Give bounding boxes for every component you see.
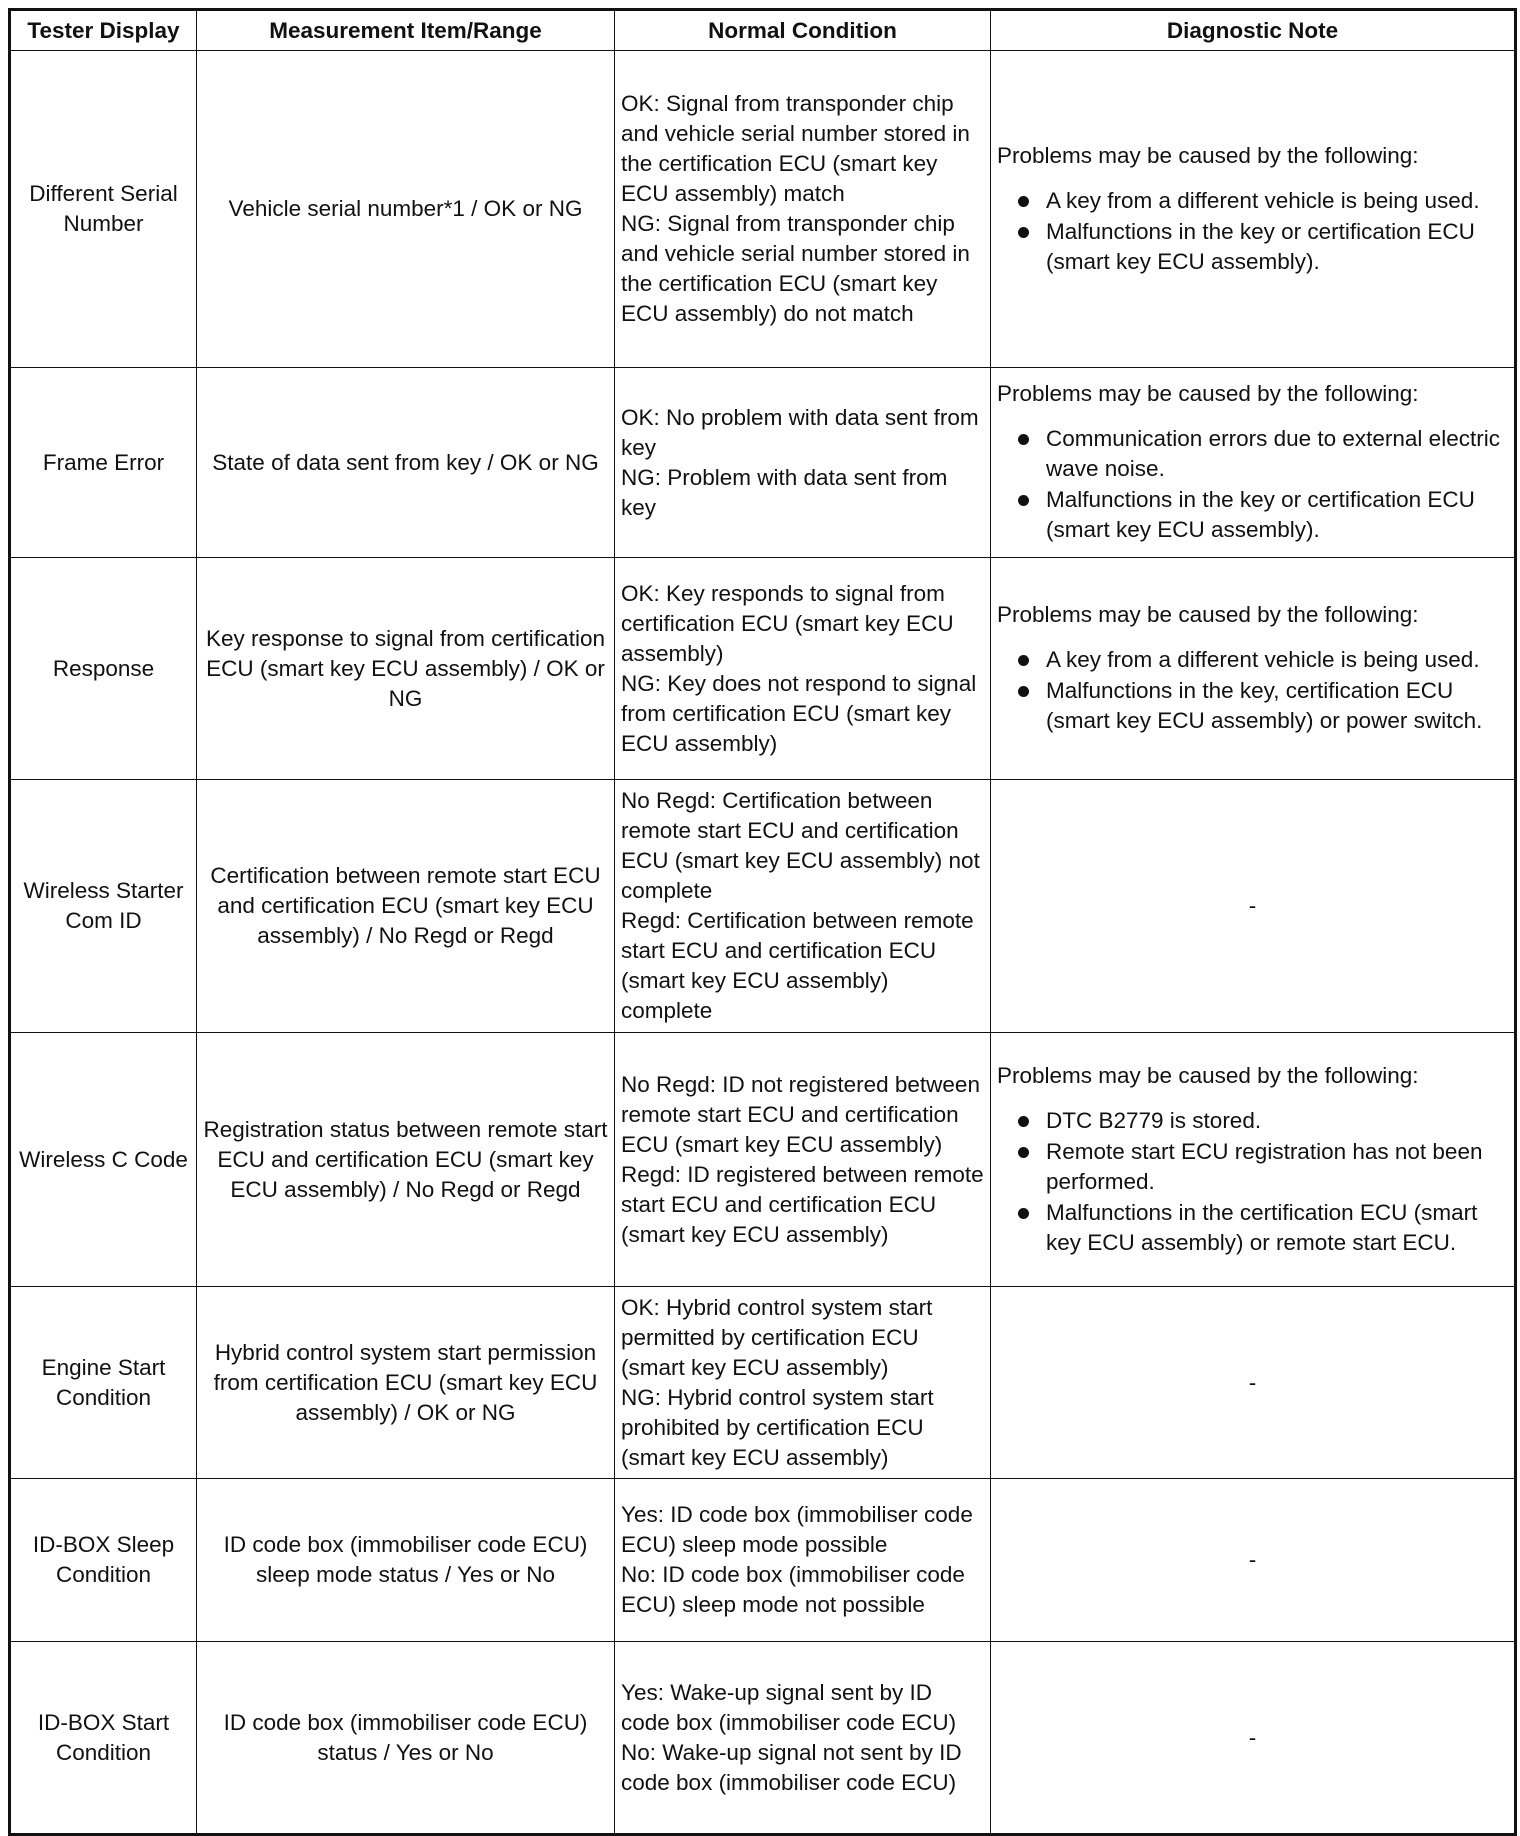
- data-list-table: [8, 8, 1517, 1836]
- diagnostic-note-cell: [991, 51, 1516, 368]
- note-bullet-item: A key from a different vehicle is being used.: [997, 186, 1508, 216]
- diagnostic-note-cell: -: [991, 1642, 1516, 1835]
- tester-display-cell: Response: [10, 558, 197, 780]
- normal-condition-cell: [615, 1642, 991, 1835]
- condition-line: No: ID code box (immobiliser code ECU) sleep mode not possible: [621, 1562, 965, 1617]
- condition-line: OK: No problem with data sent from key: [621, 404, 979, 460]
- measurement-cell: ID code box (immobiliser code ECU) sleep mode status / Yes or No: [197, 1479, 615, 1642]
- condition-line: NG: Signal from transponder chip and vehicle serial number stored in the certification ECU (smart key ECU assembly) do not match: [621, 211, 970, 326]
- measurement-cell: ID code box (immobiliser code ECU) status / Yes or No: [197, 1642, 615, 1835]
- normal-condition-cell: [615, 558, 991, 780]
- table-row: [10, 780, 1516, 1033]
- condition-line: Yes: Wake-up signal sent by ID code box (immobiliser code ECU): [621, 1679, 957, 1735]
- header-normal-condition: Normal Condition: [615, 10, 991, 51]
- note-bullet-item: Malfunctions in the key or certification ECU (smart key ECU assembly).: [997, 485, 1508, 545]
- note-bullet-item: Communication errors due to external electric wave noise.: [997, 424, 1508, 484]
- measurement-cell: Registration status between remote start ECU and certification ECU (smart key ECU assembly) / No Regd or Regd: [197, 1033, 615, 1287]
- normal-condition-text: [621, 579, 984, 759]
- measurement-cell: Hybrid control system start permission from certification ECU (smart key ECU assembly) / OK or NG: [197, 1287, 615, 1479]
- tester-display-cell: Frame Error: [10, 368, 197, 558]
- header-diagnostic-note: Diagnostic Note: [991, 10, 1516, 51]
- normal-condition-text: [621, 1500, 984, 1620]
- table-row: [10, 1033, 1516, 1287]
- table-row: [10, 1642, 1516, 1835]
- measurement-cell: Certification between remote start ECU and certification ECU (smart key ECU assembly) / No Regd or Regd: [197, 780, 615, 1033]
- measurement-cell: Vehicle serial number*1 / OK or NG: [197, 51, 615, 368]
- normal-condition-cell: [615, 1033, 991, 1287]
- note-lead-text: Problems may be caused by the following:: [997, 602, 1419, 627]
- condition-line: Regd: ID registered between remote start ECU and certification ECU (smart key ECU assembly): [621, 1161, 984, 1247]
- note-lead-text: Problems may be caused by the following:: [997, 1062, 1419, 1088]
- table-row: [10, 1287, 1516, 1479]
- normal-condition-text: [621, 1293, 984, 1473]
- diagnostic-note-cell: -: [991, 780, 1516, 1033]
- note-bullet-item: Malfunctions in the key or certification ECU (smart key ECU assembly).: [997, 217, 1508, 277]
- normal-condition-cell: [615, 1479, 991, 1642]
- tester-display-cell: ID-BOX Start Condition: [10, 1642, 197, 1835]
- normal-condition-cell: [615, 51, 991, 368]
- condition-line: Yes: ID code box (immobiliser code ECU) sleep mode possible: [621, 1502, 973, 1557]
- header-tester-display: Tester Display: [10, 10, 197, 51]
- document-page: [8, 8, 1514, 1836]
- note-bullet-list: [997, 645, 1508, 736]
- diagnostic-note-cell: [991, 558, 1516, 780]
- condition-line: No: Wake-up signal not sent by ID code box (immobiliser code ECU): [621, 1739, 962, 1795]
- condition-line: NG: Problem with data sent from key: [621, 464, 948, 520]
- table-row: [10, 1479, 1516, 1642]
- condition-line: OK: Signal from transponder chip and vehicle serial number stored in the certification ECU (smart key ECU assembly) match: [621, 91, 970, 206]
- diagnostic-note-cell: [991, 1033, 1516, 1287]
- diagnostic-note-cell: [991, 368, 1516, 558]
- table-row: [10, 368, 1516, 558]
- condition-line: No Regd: ID not registered between remote start ECU and certification ECU (smart key ECU assembly): [621, 1071, 980, 1157]
- normal-condition-text: [621, 89, 984, 329]
- normal-condition-cell: [615, 1287, 991, 1479]
- normal-condition-cell: [615, 368, 991, 558]
- table-row: [10, 51, 1516, 368]
- condition-line: NG: Key does not respond to signal from certification ECU (smart key ECU assembly): [621, 670, 977, 756]
- table-row: [10, 558, 1516, 780]
- normal-condition-text: [621, 1678, 984, 1798]
- note-bullet-item: Malfunctions in the certification ECU (smart key ECU assembly) or remote start ECU.: [997, 1198, 1508, 1258]
- measurement-cell: State of data sent from key / OK or NG: [197, 368, 615, 558]
- header-measurement-item: Measurement Item/Range: [197, 10, 615, 51]
- note-bullet-list: [997, 424, 1508, 545]
- diagnostic-note-cell: -: [991, 1479, 1516, 1642]
- note-lead-text: Problems may be caused by the following:: [997, 142, 1419, 168]
- note-bullet-list: [997, 1106, 1508, 1258]
- tester-display-cell: ID-BOX Sleep Condition: [10, 1479, 197, 1642]
- note-bullet-item: DTC B2779 is stored.: [997, 1106, 1508, 1136]
- normal-condition-cell: [615, 780, 991, 1033]
- note-bullet-item: Malfunctions in the key, certification ECU (smart key ECU assembly) or power switch.: [997, 676, 1508, 736]
- normal-condition-text: [621, 786, 984, 1026]
- note-bullet-list: [997, 186, 1508, 277]
- condition-line: Regd: Certification between remote start ECU and certification ECU (smart key ECU assembly) complete: [621, 908, 974, 1023]
- note-bullet-item: A key from a different vehicle is being used.: [997, 645, 1508, 675]
- condition-line: NG: Hybrid control system start prohibited by certification ECU (smart key ECU assembly): [621, 1384, 934, 1470]
- tester-display-cell: Wireless Starter Com ID: [10, 780, 197, 1033]
- tester-display-cell: Wireless C Code: [10, 1033, 197, 1287]
- diagnostic-note-cell: -: [991, 1287, 1516, 1479]
- note-bullet-item: Remote start ECU registration has not been performed.: [997, 1137, 1508, 1197]
- condition-line: OK: Key responds to signal from certification ECU (smart key ECU assembly): [621, 580, 954, 666]
- condition-line: No Regd: Certification between remote start ECU and certification ECU (smart key ECU assembly) not complete: [621, 788, 980, 903]
- header-row: [10, 10, 1516, 51]
- measurement-cell: Key response to signal from certification ECU (smart key ECU assembly) / OK or NG: [197, 558, 615, 780]
- tester-display-cell: Engine Start Condition: [10, 1287, 197, 1479]
- note-lead-text: Problems may be caused by the following:: [997, 381, 1419, 406]
- condition-line: OK: Hybrid control system start permitted by certification ECU (smart key ECU assembly): [621, 1294, 933, 1380]
- normal-condition-text: [621, 1070, 984, 1250]
- tester-display-cell: Different Serial Number: [10, 51, 197, 368]
- normal-condition-text: [621, 403, 984, 523]
